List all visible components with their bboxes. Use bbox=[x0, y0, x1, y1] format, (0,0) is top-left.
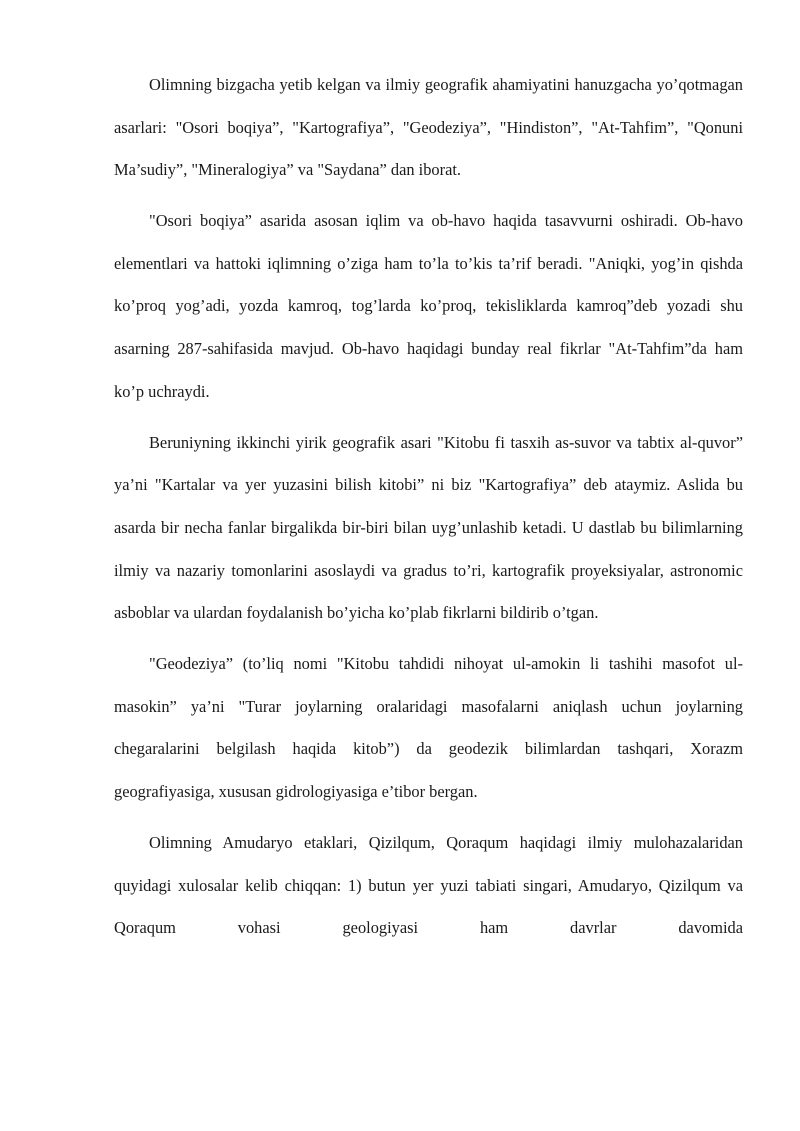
paragraph-geodeziya: "Geodeziya” (to’liq nomi "Kitobu tahdidi nihoyat ul-amokin li tashihi masofot ul-masokin” ya’ni "Turar joylarning oralaridagi masofalarni aniqlash uchun joylarning chegaralarini belgilash haqida kitob”) da geodezik bilimlardan tashqari, Xorazm geografiyasiga, xususan gidrologiyasiga e’tibor bergan. bbox=[114, 654, 743, 801]
paragraph-works-list: Olimning bizgacha yetib kelgan va ilmiy geografik ahamiyatini hanuzgacha yo’qotmagan asarlari: "Osori boqiya”, "Kartografiya”, "Geodeziya”, "Hindiston”, "At-Tahfim”, "Qonuni Ma’sudiy”, "Mineralogiya” va "Saydana” dan iborat. bbox=[114, 75, 743, 180]
paragraph-kartografiya: Beruniyning ikkinchi yirik geografik asari "Kitobu fi tasxih as-suvor va tabtix al-quvor” ya’ni "Kartalar va yer yuzasini bilish kitobi” ni biz "Kartografiya” deb ataymiz. Aslida bu asarda bir necha fanlar birgalikda bir-biri bilan uyg’unlashib ketadi. U dastlab bu bilimlarning ilmiy va nazariy tomonlarini asoslaydi va gradus to’ri, kartografik proyeksiyalar, astronomic asboblar va ulardan foydalanish bo’yicha ko’plab fikrlarni bildirib o’tgan. bbox=[114, 432, 743, 623]
paragraph-osori-boqiya: "Osori boqiya” asarida asosan iqlim va ob-havo haqida tasavvurni oshiradi. Ob-havo elementlari va hattoki iqlimning o’ziga ham to’la to’kis ta’rif beradi. "Aniqki, yog’in qishda ko’proq yog’adi, yozda kamroq, tog’larda ko’proq, tekisliklarda kamroq”deb yozadi shu asarning 287-sahifasida mavjud. Ob-havo haqidagi bunday real fikrlar "At-Tahfim”da ham ko’p uchraydi. bbox=[114, 211, 743, 401]
paragraph-amudaryo: Olimning Amudaryo etaklari, Qizilqum, Qoraqum haqidagi ilmiy mulohazalaridan quyidagi xulosalar kelib chiqqan: 1) butun yer yuzi tabiati singari, Amudaryo, Qizilqum va Qoraqum vohasi geologiyasi ham davrlar davomida bbox=[114, 833, 743, 938]
document-body bbox=[114, 64, 743, 958]
